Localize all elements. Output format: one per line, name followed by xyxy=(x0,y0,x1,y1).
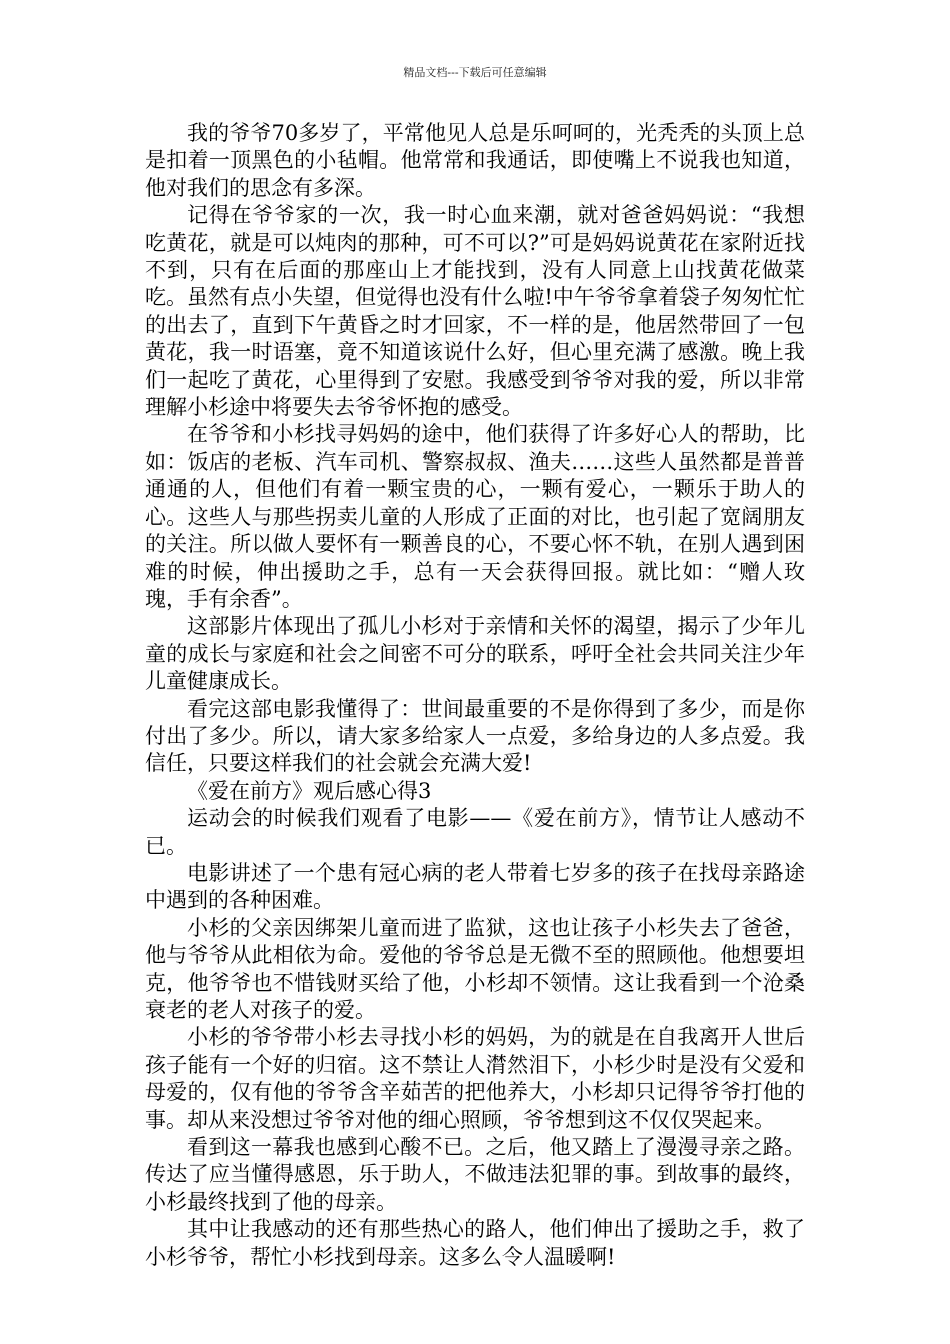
section-title: 《爱在前方》观后感心得3 xyxy=(187,778,432,803)
paragraph-2: 记得在爷爷家的一次，我一时心血来潮，就对爸爸妈妈说：“我想吃黄花，就是可以炖肉的那种，可不可以?”可是妈妈说黄花在家附近找不到，只有在后面的那座山上才能找到，没有人同意上山找黄花做菜吃。虽然有点小失望，但觉得也没有什么啦!中午爷爷拿着袋子匆匆忙忙的出去了，直到下午黄昏之时才回家，不一样的是，他居然带回了一包黄花，我一时语塞，竟不知道该说什么好，但心里充满了感激。晚上我们一起吃了黄花，心里得到了安慰。我感受到爷爷对我的爱，所以非常理解小杉途中将要失去爷爷怀抱的感受。 xyxy=(145,203,805,420)
paragraph-10: 看到这一幕我也感到心酸不已。之后，他又踏上了漫漫寻亲之路。传达了应当懂得感恩，乐于助人，不做违法犯罪的事。到故事的最终，小杉最终找到了他的母亲。 xyxy=(145,1135,805,1214)
document-body xyxy=(145,120,805,1271)
paragraph-9: 小杉的爷爷带小杉去寻找小杉的妈妈，为的就是在自我离开人世后孩子能有一个好的归宿。这不禁让人潸然泪下，小杉少时是没有父爱和母爱的，仅有他的爷爷含辛茹苦的把他养大，小杉却只记得爷爷打他的事。却从来没想过爷爷对他的细心照顾，爷爷想到这不仅仅哭起来。 xyxy=(145,1025,805,1132)
paragraph-6: 运动会的时候我们观看了电影——《爱在前方》，情节让人感动不已。 xyxy=(145,806,805,858)
paragraph-11: 其中让我感动的还有那些热心的路人，他们伸出了援助之手，救了小杉爷爷，帮忙小杉找到母亲。这多么令人温暖啊! xyxy=(145,1217,805,1269)
page-header: 精品文档---下载后可任意编辑 xyxy=(403,66,547,79)
paragraph-7: 电影讲述了一个患有冠心病的老人带着七岁多的孩子在找母亲路途中遇到的各种困难。 xyxy=(145,860,805,913)
paragraph-8: 小杉的父亲因绑架儿童而进了监狱，这也让孩子小杉失去了爸爸，他与爷爷从此相依为命。爱他的爷爷总是无微不至的照顾他。他想要坦克，他爷爷也不惜钱财买给了他，小杉却不领情。这让我看到一个沧桑衰老的老人对孩子的爱。 xyxy=(145,915,805,1022)
paragraph-4: 这部影片体现出了孤儿小杉对于亲情和关怀的渴望，揭示了少年儿童的成长与家庭和社会之间密不可分的联系，呼吁全社会共同关注少年儿童健康成长。 xyxy=(145,614,805,694)
paragraph-5: 看完这部电影我懂得了：世间最重要的不是你得到了多少，而是你付出了多少。所以，请大家多给家人一点爱，多给身边的人多点爱。我信任，只要这样我们的社会就会充满大爱! xyxy=(145,696,805,776)
paragraph-1: 我的爷爷70多岁了，平常他见人总是乐呵呵的，光秃秃的头顶上总是扣着一顶黑色的小毡帽。他常常和我通话，即使嘴上不说我也知道，他对我们的思念有多深。 xyxy=(145,121,805,200)
paragraph-3: 在爷爷和小杉找寻妈妈的途中，他们获得了许多好心人的帮助，比如：饭店的老板、汽车司机、警察叔叔、渔夫……这些人虽然都是普普通通的人，但他们有着一颗宝贵的心，一颗有爱心，一颗乐于助人的心。这些人与那些拐卖儿童的人形成了正面的对比，也引起了宽阔朋友的关注。所以做人要怀有一颗善良的心，不要心怀不轨，在别人遇到困难的时候，伸出援助之手，总有一天会获得回报。就比如：“赠人玫瑰，手有余香”。 xyxy=(145,422,805,611)
